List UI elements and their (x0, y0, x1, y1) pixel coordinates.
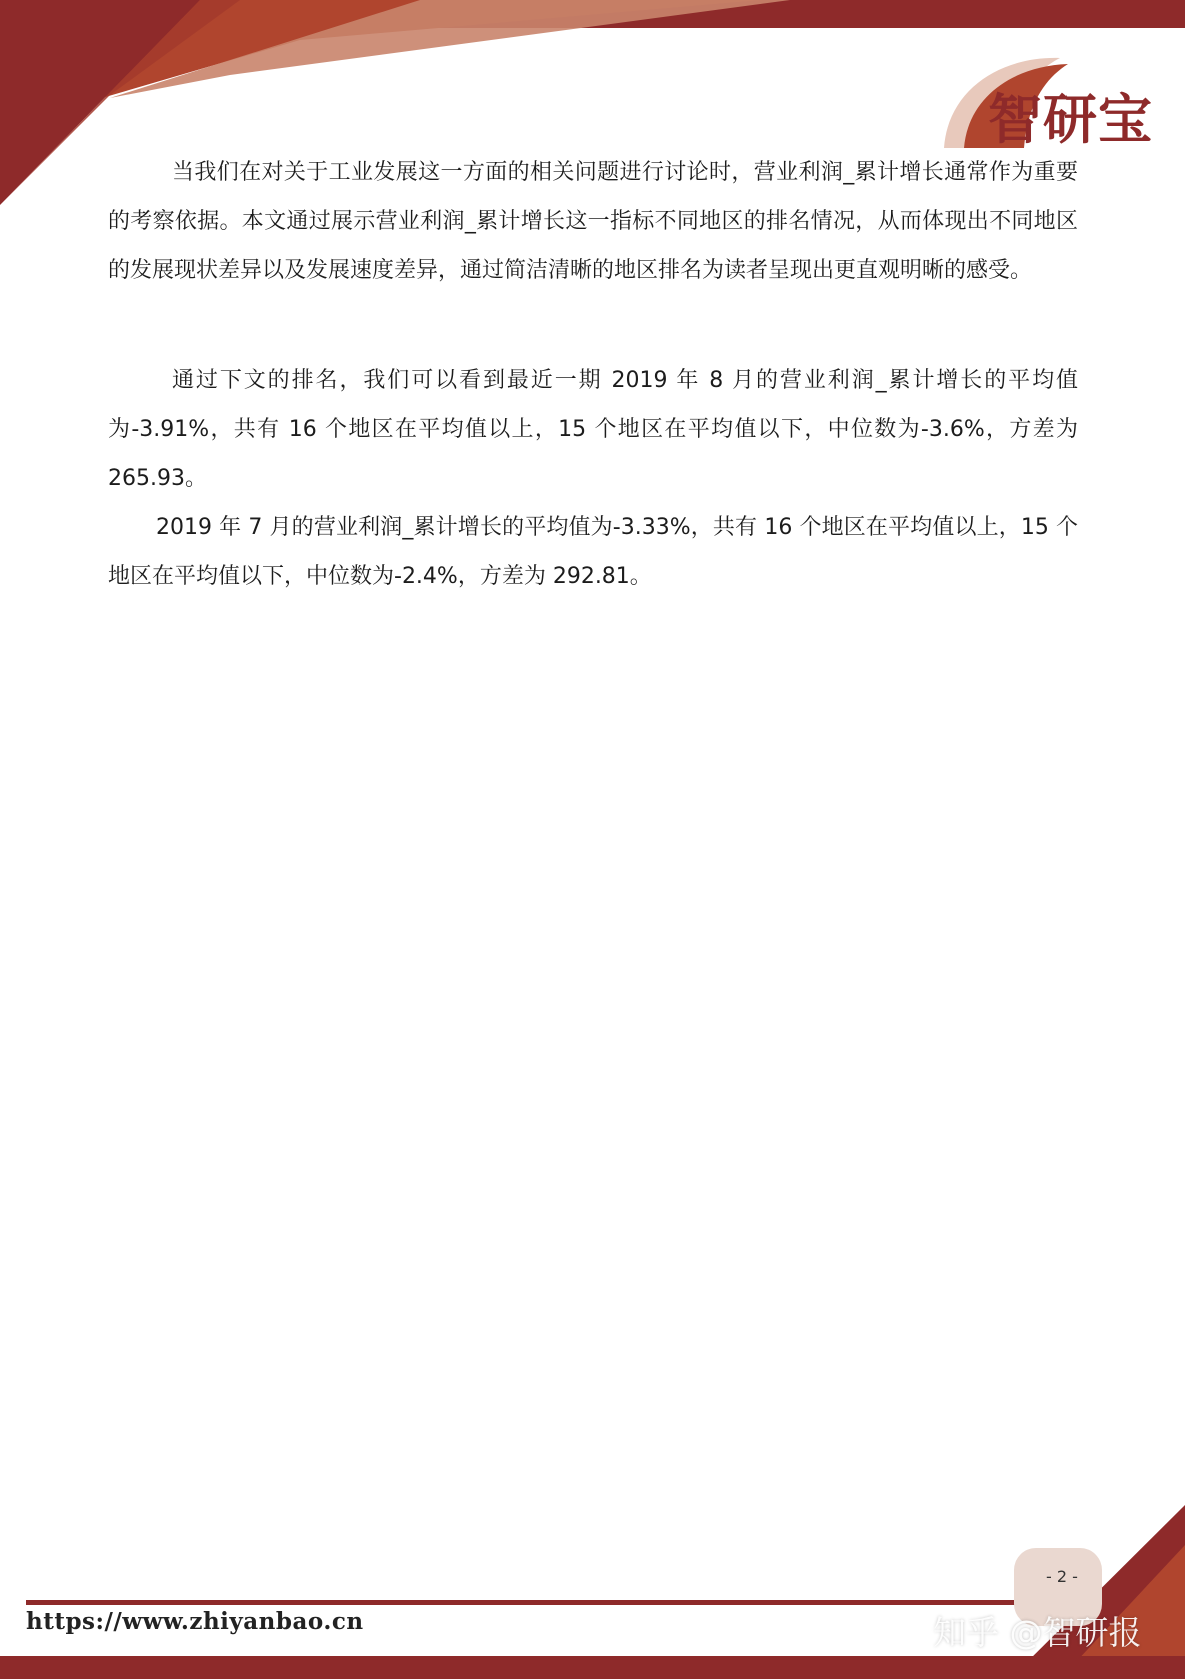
document-body (108, 148, 1078, 601)
intro-paragraph: 当我们在对关于工业发展这一方面的相关问题进行讨论时，营业利润_累计增长通常作为重要的考察依据。本文通过展示营业利润_累计增长这一指标不同地区的排名情况，从而体现出不同地区的发展现状差异以及发展速度差异，通过简洁清晰的地区排名为读者呈现出更直观明晰的感受。 (108, 160, 1078, 283)
footer-rule (26, 1600, 1016, 1605)
july-summary-paragraph: 2019 年 7 月的营业利润_累计增长的平均值为-3.33%，共有 16 个地区在平均值以上，15 个地区在平均值以下，中位数为-2.4%，方差为 292.81。 (108, 515, 1078, 589)
footer-url[interactable]: https://www.zhiyanbao.cn (26, 1608, 364, 1635)
august-summary-paragraph: 通过下文的排名，我们可以看到最近一期 2019 年 8 月的营业利润_累计增长的平均值为-3.91%，共有 16 个地区在平均值以上，15 个地区在平均值以下，中位数为-3.6%，方差为 265.93。 (108, 368, 1078, 491)
footer-band (0, 1656, 1185, 1679)
watermark-text: 知乎 @智研报 (933, 1613, 1142, 1652)
paragraph-gap (108, 295, 1078, 356)
page-number: - 2 - (1046, 1567, 1078, 1586)
brand-logo: 智研宝 (988, 88, 1153, 151)
